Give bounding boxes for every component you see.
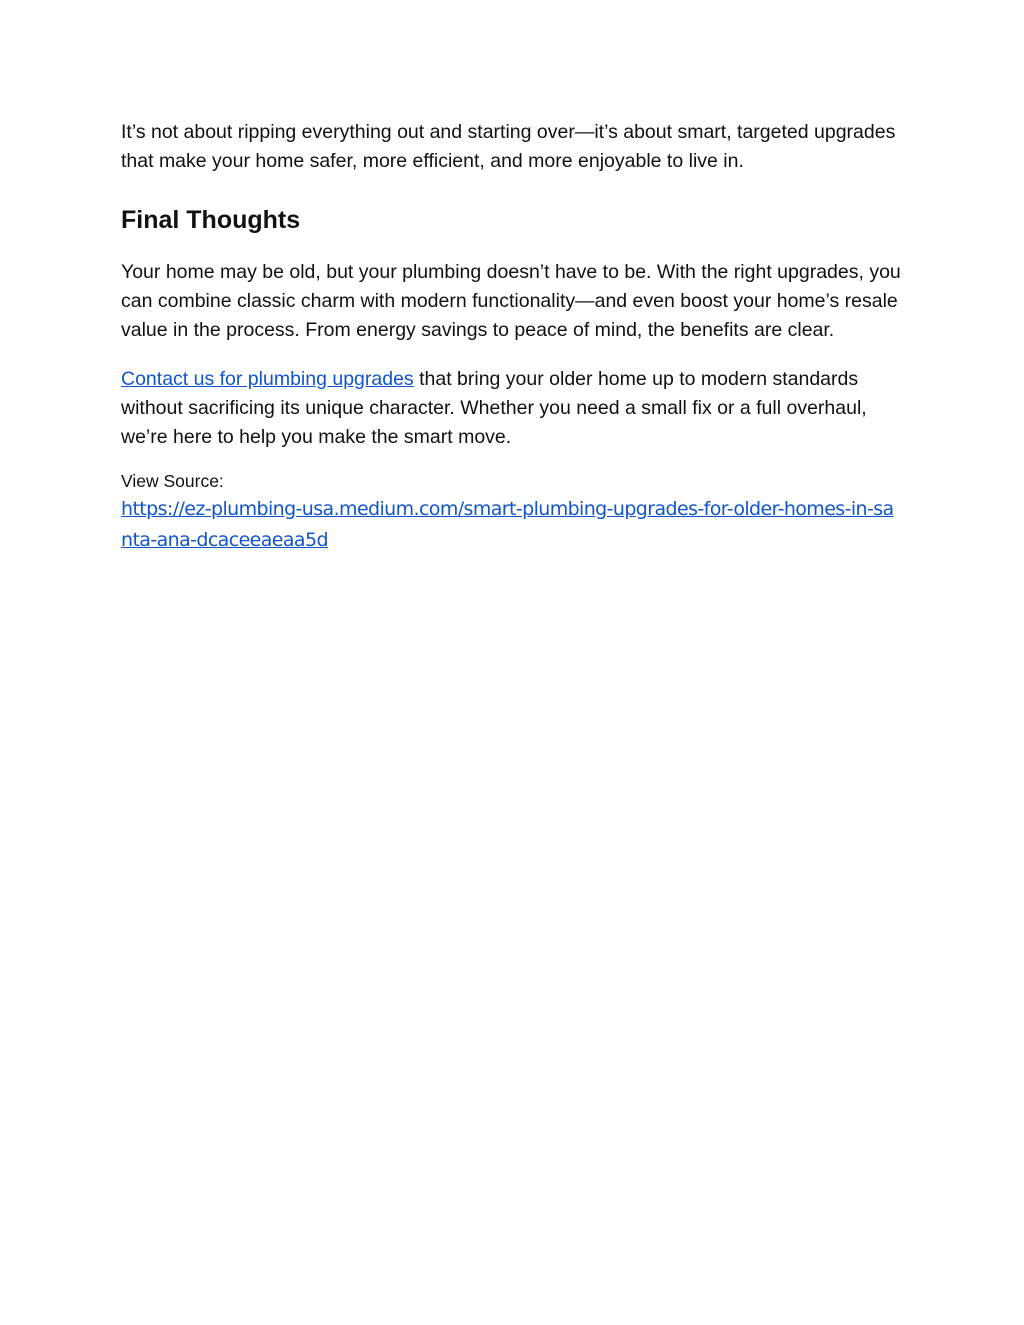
- contact-link[interactable]: Contact us for plumbing upgrades: [121, 368, 414, 390]
- source-url-link[interactable]: https://ez-plumbing-usa.medium.com/smart-plumbing-upgrades-for-older-homes-in-santa-ana-dcaceeaeaa5d: [121, 498, 894, 551]
- intro-paragraph: It’s not about ripping everything out and starting over—it’s about smart, targeted upgrades that make your home safer, more efficient, and more enjoyable to live in.: [121, 121, 896, 172]
- view-source-label: View Source:: [121, 471, 224, 491]
- final-thoughts-paragraph: Your home may be old, but your plumbing doesn’t have to be. With the right upgrades, you can combine classic charm with modern functionality—and even boost your home’s resale value in the process. From energy savings to peace of mind, the benefits are clear.: [121, 261, 901, 341]
- section-heading: Final Thoughts: [121, 206, 301, 234]
- document-page: [121, 118, 903, 556]
- contact-paragraph-text: that bring your older home up to modern standards without sacrificing its unique character. Whether you need a small fix or a full overhaul, we’re here to help you make the smart move.: [121, 368, 867, 448]
- contact-paragraph: [121, 365, 903, 452]
